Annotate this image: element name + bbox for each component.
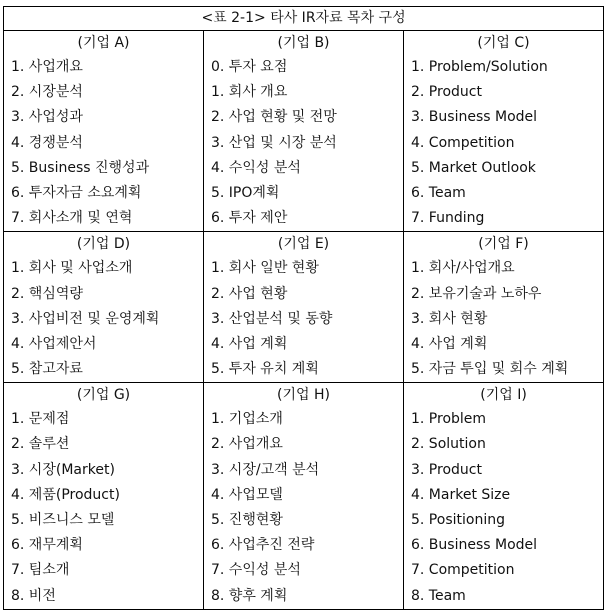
table-body: [4, 31, 604, 610]
contents-item: 2. 시장분석: [11, 84, 83, 101]
contents-item: 3. 회사 현황: [411, 310, 488, 327]
company-cell: [204, 383, 404, 610]
contents-item: 1. 회사 일반 현황: [211, 260, 319, 277]
contents-item: 4. 사업모델: [211, 486, 283, 503]
contents-list: [404, 55, 603, 231]
contents-item: 1. 회사 및 사업소개: [11, 260, 133, 277]
contents-item: 2. Solution: [411, 436, 486, 453]
contents-list: [204, 256, 403, 382]
contents-list: [4, 407, 203, 609]
contents-item: 6. 재무계획: [11, 537, 83, 554]
contents-item: 3. 사업성과: [11, 109, 83, 126]
contents-item: 1. 회사/사업개요: [411, 260, 515, 277]
contents-item: 4. 사업제안서: [11, 335, 97, 352]
contents-item: 3. Product: [411, 461, 482, 478]
contents-item: 5. 참고자료: [11, 361, 83, 378]
contents-item: 3. 시장/고객 분석: [211, 461, 320, 478]
contents-item: 4. Market Size: [411, 486, 511, 503]
contents-item: 8. 비전: [11, 587, 56, 604]
contents-item: 2. 사업 현황 및 전망: [211, 109, 337, 126]
company-name: (기업 E): [277, 236, 330, 253]
contents-item: 7. 수익성 분석: [211, 562, 301, 579]
contents-item: 4. Competition: [411, 134, 515, 151]
company-cell: [404, 383, 604, 610]
contents-item: 2. Product: [411, 84, 482, 101]
contents-item: 5. 비즈니스 모델: [11, 512, 115, 528]
contents-item: 5. 자금 투입 및 회수 계획: [411, 361, 569, 378]
contents-item: 1. 회사 개요: [211, 84, 288, 101]
company-row: [4, 232, 604, 383]
company-cell: [4, 232, 204, 383]
contents-item: 6. Team: [411, 184, 466, 201]
contents-item: 4. 사업 계획: [211, 335, 288, 352]
company-name: (기업 D): [76, 236, 131, 253]
company-cell: [4, 31, 204, 232]
company-name: (기업 A): [77, 35, 130, 51]
contents-item: 1. 문제점: [11, 411, 70, 428]
contents-item: 6. Business Model: [411, 537, 538, 554]
contents-item: 5. 투자 유치 계획: [211, 361, 319, 378]
contents-item: 3. 산업분석 및 동향: [211, 310, 333, 327]
contents-item: 5. 진행현황: [211, 512, 283, 528]
contents-list: [204, 55, 403, 231]
contents-item: 2. 핵심역량: [11, 285, 83, 302]
contents-item: 4. 사업 계획: [411, 335, 488, 352]
contents-item: 7. Funding: [411, 210, 485, 227]
contents-item: 4. 제품(Product): [11, 486, 120, 503]
contents-item: 1. 기업소개: [211, 411, 283, 428]
contents-item: 7. 회사소개 및 연혁: [11, 210, 133, 227]
contents-item: 0. 투자 요점: [211, 59, 288, 75]
contents-item: 3. 사업비전 및 운영계획: [11, 310, 160, 327]
contents-list: [204, 407, 403, 609]
contents-item: 5. Market Outlook: [411, 159, 536, 176]
contents-item: 8. Team: [411, 587, 466, 604]
company-name: (기업 B): [277, 35, 330, 51]
company-name: (기업 H): [277, 387, 330, 404]
contents-item: 7. 팀소개: [11, 562, 70, 579]
contents-list: [404, 407, 603, 609]
company-name: (기업 G): [76, 387, 131, 404]
company-cell: [404, 232, 604, 383]
company-name: (기업 I): [480, 387, 527, 404]
contents-item: 3. 산업 및 시장 분석: [211, 134, 337, 151]
company-cell: [204, 31, 404, 232]
company-name: (기업 C): [477, 35, 530, 51]
contents-item: 6. 투자자금 소요계획: [11, 184, 142, 201]
contents-item: 3. 시장(Market): [11, 461, 115, 478]
contents-item: 2. 사업개요: [211, 436, 283, 453]
company-cell: [204, 232, 404, 383]
contents-list: [4, 55, 203, 231]
company-cell: [404, 31, 604, 232]
contents-list: [404, 256, 603, 382]
ir-contents-table: [3, 6, 604, 610]
contents-item: 7. Competition: [411, 562, 515, 579]
company-row: [4, 31, 604, 232]
contents-item: 8. 향후 계획: [211, 587, 288, 604]
contents-item: 2. 솔루션: [11, 436, 70, 453]
company-name: (기업 F): [478, 236, 529, 253]
contents-list: [4, 256, 203, 382]
contents-item: 5. IPO계획: [211, 184, 280, 201]
contents-item: 1. Problem: [411, 411, 487, 428]
contents-item: 1. Problem/Solution: [411, 59, 548, 75]
contents-item: 6. 투자 제안: [211, 210, 288, 227]
contents-item: 6. 사업추진 전략: [211, 537, 315, 554]
contents-item: 3. Business Model: [411, 109, 538, 126]
company-cell: [4, 383, 204, 610]
contents-item: 4. 수익성 분석: [211, 159, 301, 176]
table-title: <표 2-1> 타사 IR자료 목차 구성: [4, 7, 604, 31]
company-row: [4, 383, 604, 610]
contents-item: 1. 사업개요: [11, 59, 83, 75]
contents-item: 2. 보유기술과 노하우: [411, 285, 542, 302]
contents-item: 5. Business 진행성과: [11, 159, 150, 176]
contents-item: 4. 경쟁분석: [11, 134, 83, 151]
contents-item: 5. Positioning: [411, 512, 505, 528]
contents-item: 2. 사업 현황: [211, 285, 288, 302]
